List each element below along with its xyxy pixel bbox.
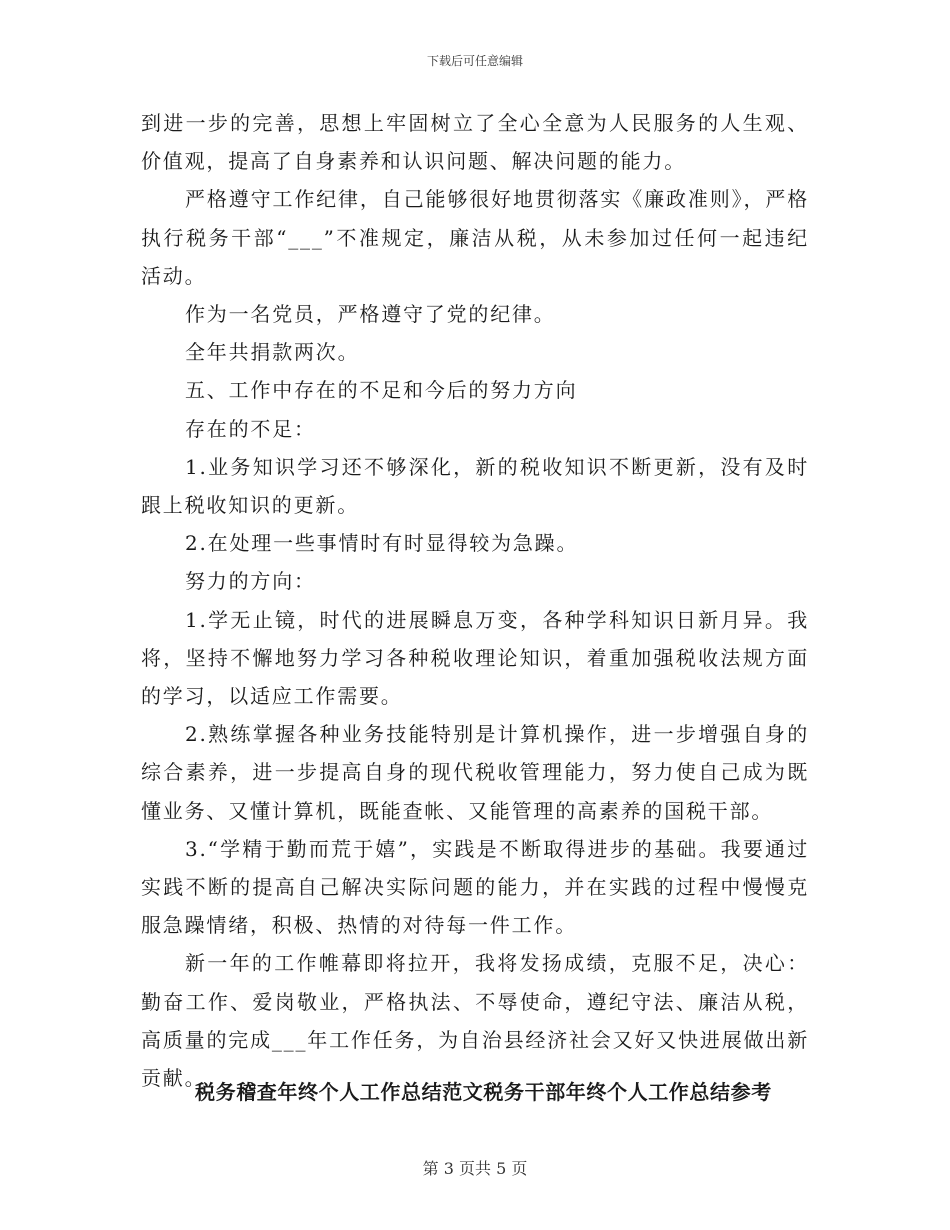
document-body	[141, 104, 809, 1097]
paragraph: 到进一步的完善，思想上牢固树立了全心全意为人民服务的人生观、价值观，提高了自身素养和认识问题、解决问题的能力。	[141, 111, 809, 174]
next-article-title: 税务稽查年终个人工作总结范文税务干部年终个人工作总结参考	[195, 1080, 772, 1104]
paragraph: 严格遵守工作纪律，自己能够很好地贯彻落实《廉政准则》，严格执行税务干部“___”不准规定，廉洁从税，从未参加过任何一起违纪活动。	[141, 187, 809, 288]
paragraph: 作为一名党员，严格遵守了党的纪律。	[185, 302, 556, 327]
paragraph: 全年共捐款两次。	[185, 340, 360, 365]
paragraph: 新一年的工作帷幕即将拉开，我将发扬成绩，克服不足，决心：勤奋工作、爱岗敬业，严格执法、不辱使命，遵纪守法、廉洁从税，高质量的完成___年工作任务，为自治县经济社会又好又快进展做出新贡献。	[141, 951, 809, 1091]
list-item: 1.业务知识学习还不够深化，新的税收知识不断更新，没有及时跟上税收知识的更新。	[141, 454, 809, 518]
section-heading: 五、工作中存在的不足和今后的努力方向	[185, 378, 578, 403]
subheading: 存在的不足：	[185, 416, 316, 441]
page-footer: 第 3 页共 5 页	[422, 1159, 528, 1178]
list-item: 3.“学精于勤而荒于嬉”，实践是不断取得进步的基础。我要通过实践不断的提高自己解决实际问题的能力，并在实践的过程中慢慢克服急躁情绪，积极、热情的对待每一件工作。	[141, 836, 809, 938]
subheading: 努力的方向：	[185, 569, 316, 594]
list-item: 2.在处理一些事情时有时显得较为急躁。	[185, 531, 579, 556]
list-item: 2.熟练掌握各种业务技能特别是计算机操作，进一步增强自身的综合素养，进一步提高自身的现代税收管理能力，努力使自己成为既懂业务、又懂计算机，既能查帐、又能管理的高素养的国税干部。	[141, 722, 809, 823]
page-header: 下载后可任意编辑	[426, 54, 523, 68]
list-item: 1.学无止镜，时代的进展瞬息万变，各种学科知识日新月异。我将，坚持不懈地努力学习各种税收理论知识，着重加强税收法规方面的学习，以适应工作需要。	[141, 607, 809, 709]
